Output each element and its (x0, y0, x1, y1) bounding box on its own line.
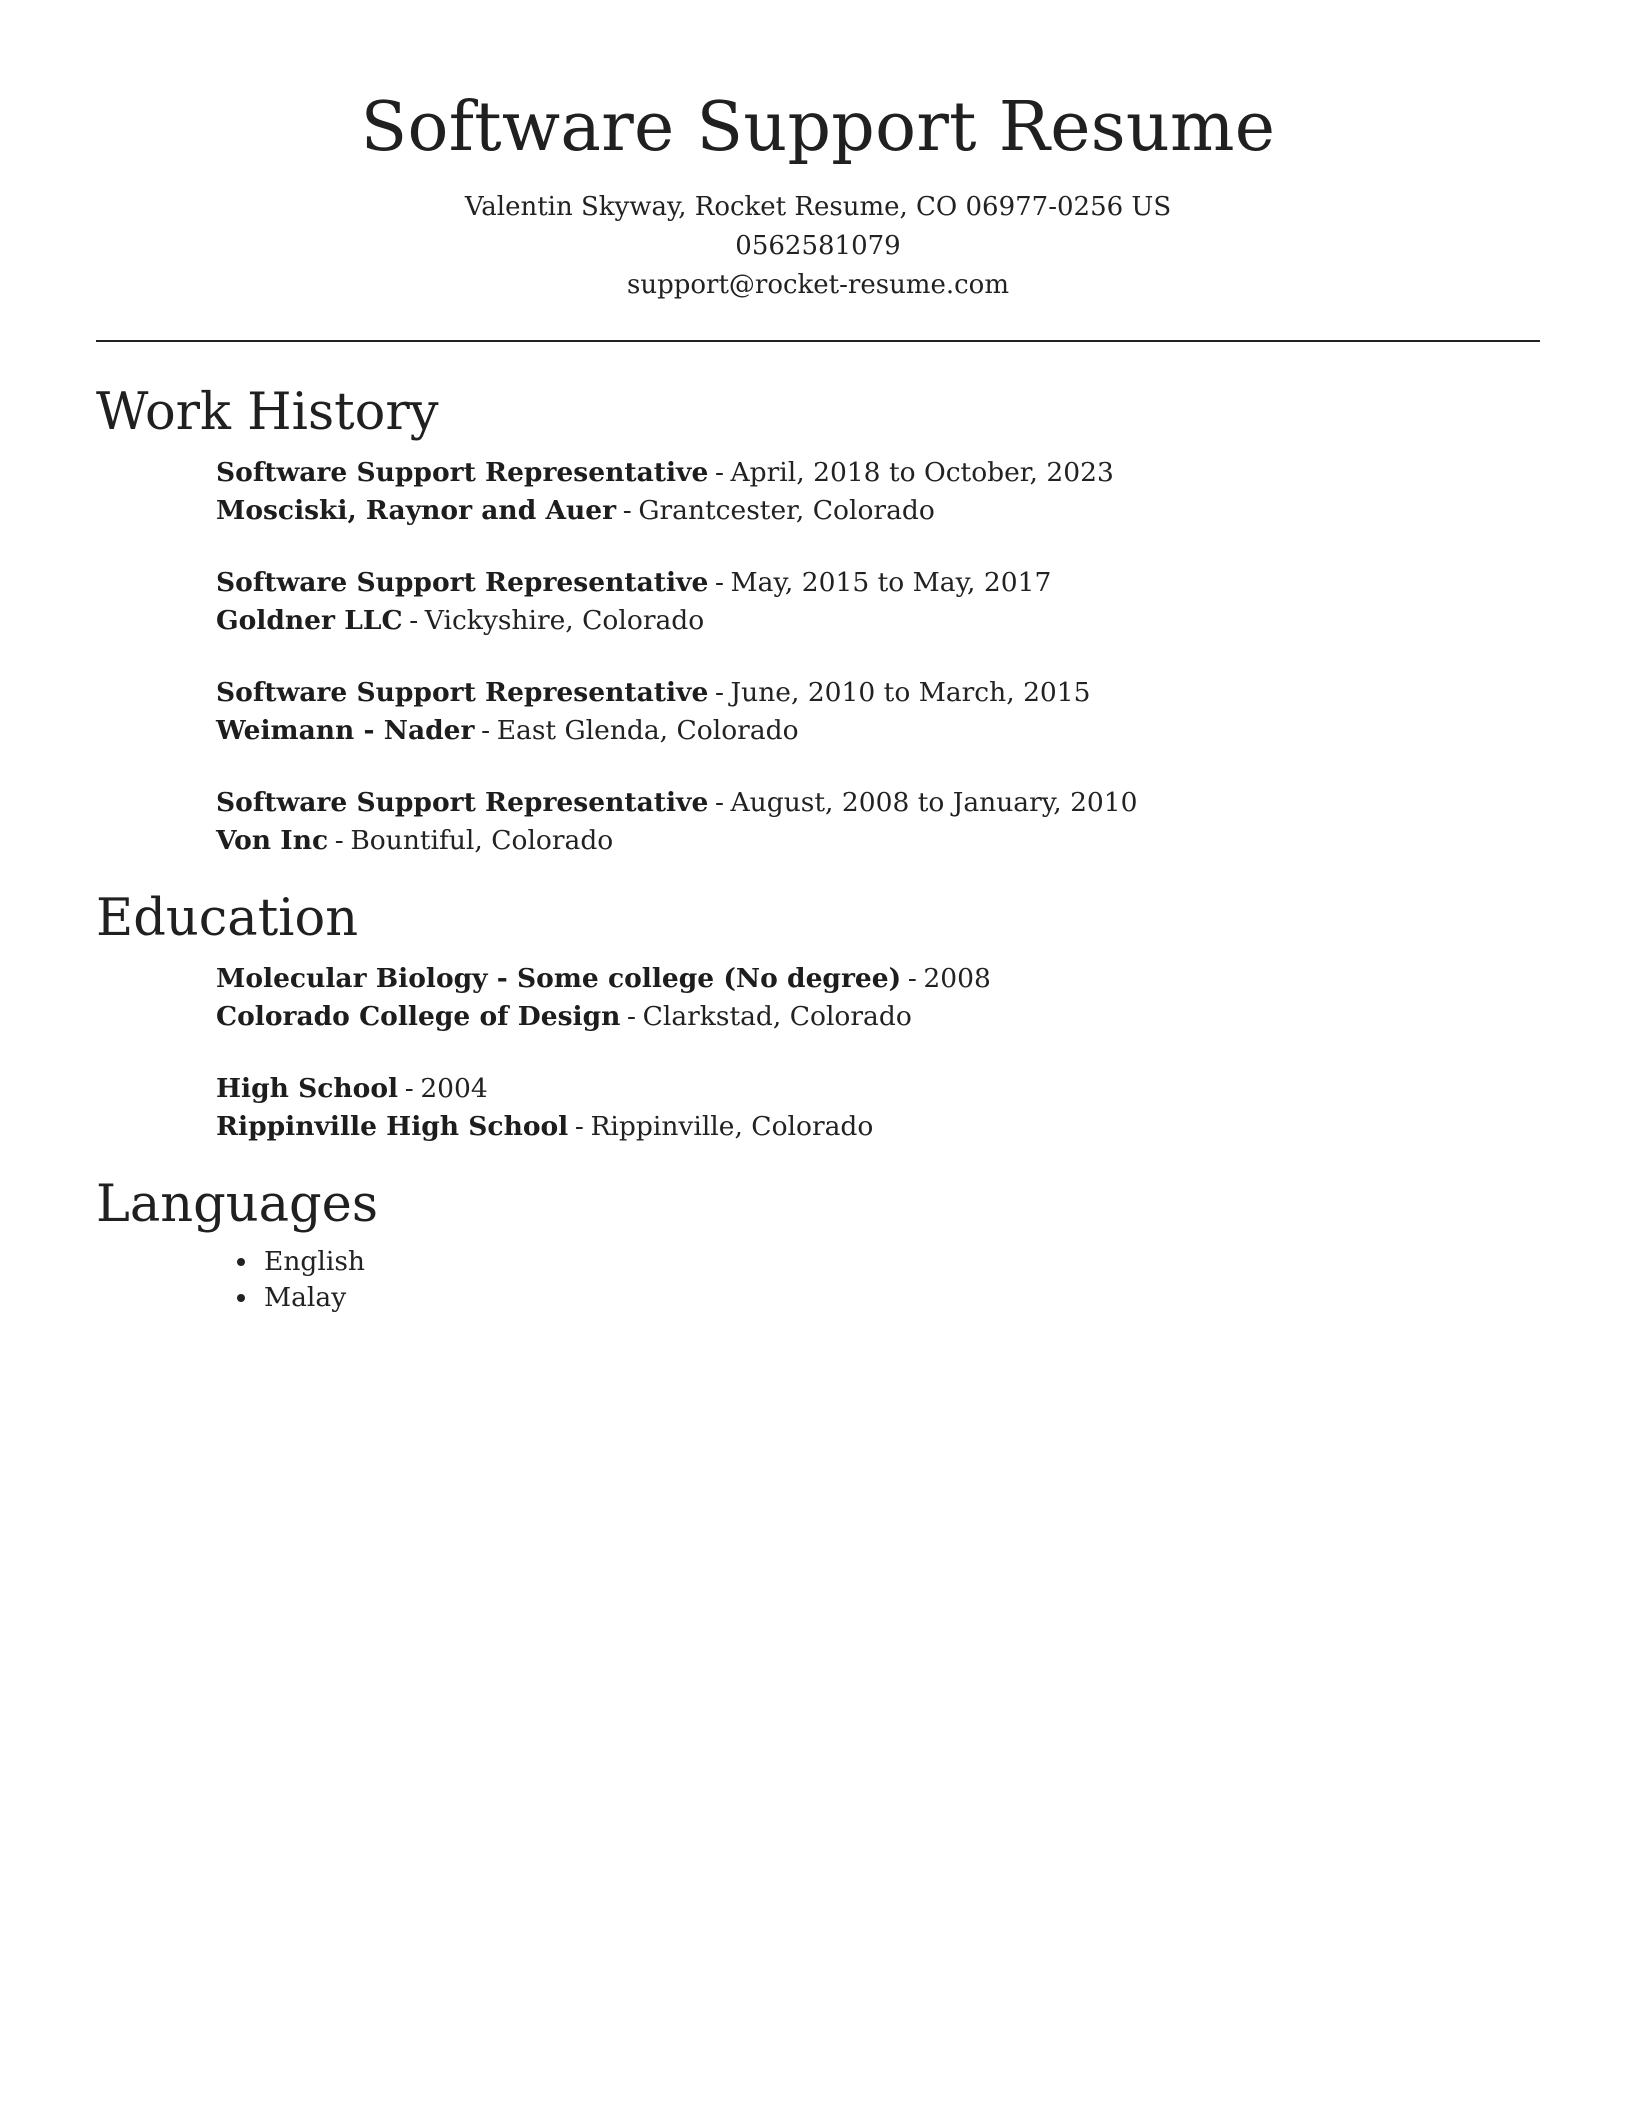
page-title: Software Support Resume (360, 88, 1276, 167)
education-entry-year: 2004 (420, 1073, 488, 1104)
education-entry-study-line (216, 960, 1540, 998)
separator: - (714, 787, 724, 818)
work-entry-dates: May, 2015 to May, 2017 (730, 567, 1052, 598)
education-list (216, 960, 1540, 1146)
contact-address: Valentin Skyway, Rocket Resume, CO 06977-0256 US (464, 192, 1172, 222)
education-entry-study: Molecular Biology - Some college (No degree) (216, 963, 902, 994)
section-title-languages: Languages (96, 1175, 379, 1234)
separator: - (334, 825, 344, 856)
work-entry-location: Grantcester, Colorado (638, 495, 935, 526)
work-entry-role-line (216, 674, 1540, 712)
work-entry (216, 454, 1540, 530)
education-entry (216, 1070, 1540, 1146)
languages-list (96, 1244, 1540, 1316)
education-entry-year: 2008 (923, 963, 991, 994)
work-entry-employer: Weimann - Nader (216, 715, 475, 746)
work-entry-dates: August, 2008 to January, 2010 (730, 787, 1138, 818)
work-entry-location: Vickyshire, Colorado (424, 605, 705, 636)
education-entry-location: Rippinville, Colorado (590, 1111, 874, 1142)
work-entry-role: Software Support Representative (216, 567, 709, 598)
education-entry-location: Clarkstad, Colorado (642, 1001, 912, 1032)
contact-phone: 0562581079 (735, 231, 901, 261)
work-entry-location: Bountiful, Colorado (350, 825, 614, 856)
resume-header (96, 0, 1540, 305)
education-entry-school: Colorado College of Design (216, 1001, 621, 1032)
work-entry-employer-line (216, 712, 1540, 750)
resume-page (96, 0, 1540, 1316)
work-entry-employer-line (216, 492, 1540, 530)
contact-block (96, 188, 1540, 305)
work-entry-location: East Glenda, Colorado (496, 715, 799, 746)
work-entry-employer: Goldner LLC (216, 605, 403, 636)
work-entry (216, 674, 1540, 750)
education-entry-study-line (216, 1070, 1540, 1108)
separator: - (404, 1073, 414, 1104)
work-entry-dates: June, 2010 to March, 2015 (730, 677, 1091, 708)
separator: - (714, 677, 724, 708)
work-entry-role: Software Support Representative (216, 677, 709, 708)
separator: - (574, 1111, 584, 1142)
separator: - (714, 457, 724, 488)
work-entry-employer: Mosciski, Raynor and Auer (216, 495, 617, 526)
section-title-work-history: Work History (96, 383, 439, 442)
header-divider (96, 340, 1540, 342)
work-entry-dates: April, 2018 to October, 2023 (730, 457, 1114, 488)
separator: - (481, 715, 491, 746)
work-history-list (216, 454, 1540, 860)
language-item: • Malay (260, 1280, 1540, 1316)
separator: - (622, 495, 632, 526)
work-entry-employer-line (216, 602, 1540, 640)
work-entry-role: Software Support Representative (216, 787, 709, 818)
language-item: • English (260, 1244, 1540, 1280)
work-entry-role-line (216, 784, 1540, 822)
separator: - (409, 605, 419, 636)
work-entry-role-line (216, 454, 1540, 492)
section-title-education: Education (96, 889, 359, 948)
work-entry-employer: Von Inc (216, 825, 329, 856)
education-entry-study: High School (216, 1073, 399, 1104)
work-entry-employer-line (216, 822, 1540, 860)
separator: - (907, 963, 917, 994)
contact-email: support@rocket-resume.com (626, 270, 1009, 300)
separator: - (714, 567, 724, 598)
separator: - (627, 1001, 636, 1032)
work-entry-role-line (216, 564, 1540, 602)
education-entry-school: Rippinville High School (216, 1111, 569, 1142)
work-entry-role: Software Support Representative (216, 457, 709, 488)
education-entry (216, 960, 1540, 1036)
education-entry-school-line (216, 1108, 1540, 1146)
education-entry-school-line (216, 998, 1540, 1036)
work-entry (216, 784, 1540, 860)
work-entry (216, 564, 1540, 640)
